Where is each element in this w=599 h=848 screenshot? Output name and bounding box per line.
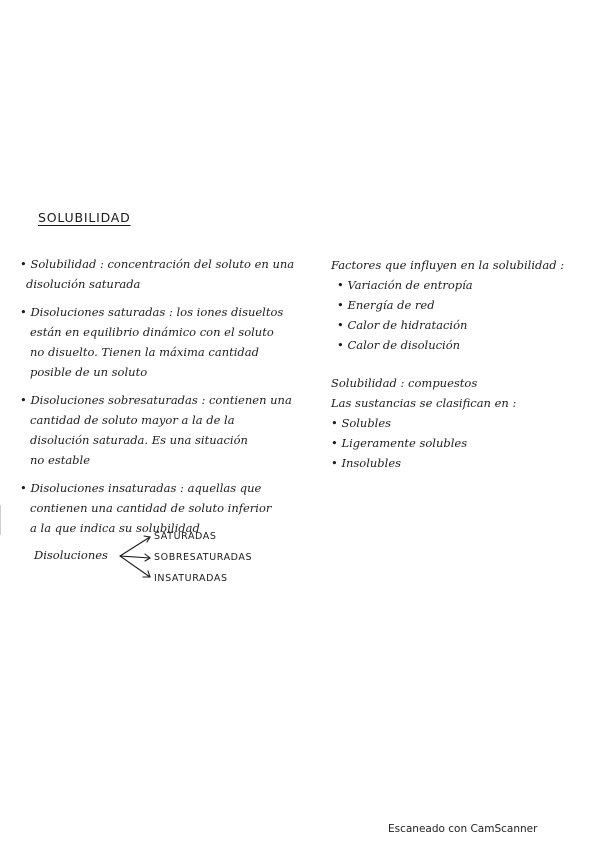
- compounds-heading: Solubilidad : compuestos: [331, 376, 478, 390]
- definition-line: a la que indica su solubilidad: [30, 521, 200, 535]
- class-item: • Insolubles: [331, 456, 402, 470]
- diagram-branch-saturadas: SATURADAS: [154, 531, 217, 542]
- factor-item: • Calor de disolución: [337, 338, 461, 352]
- scanner-watermark: Escaneado con CamScanner: [388, 823, 538, 835]
- definition-line: no disuelto. Tienen la máxima cantidad: [30, 345, 260, 359]
- scan-edge-mark: [0, 505, 1, 535]
- definition-line: contienen una cantidad de soluto inferior: [30, 501, 272, 515]
- classify-line: Las sustancias se clasifican en :: [331, 396, 517, 410]
- definition-sobresaturadas: [20, 390, 320, 470]
- factor-item: • Variación de entropía: [337, 278, 473, 292]
- diagram-branch-insaturadas: INSATURADAS: [154, 573, 228, 584]
- page-title: SOLUBILIDAD: [38, 210, 131, 225]
- definitions-column: [20, 254, 320, 546]
- class-item: • Solubles: [331, 416, 392, 430]
- definition-line: disolución saturada: [26, 277, 141, 291]
- definition-line: • Solubilidad : concentración del soluto en una: [20, 257, 295, 271]
- definition-line: • Disoluciones saturadas : los iones disueltos: [20, 305, 284, 319]
- definition-solubilidad: [20, 254, 320, 294]
- definition-line: posible de un soluto: [30, 365, 148, 379]
- definition-line: están en equilibrio dinámico con el soluto: [30, 325, 274, 339]
- diagram-branch-sobresaturadas: SOBRESATURADAS: [154, 552, 253, 563]
- factors-column: [331, 255, 591, 473]
- definition-line: disolución saturada. Es una situación: [30, 433, 248, 447]
- definition-saturadas: [20, 302, 320, 382]
- definition-line: • Disoluciones sobresaturadas : contienen una: [20, 393, 292, 407]
- factor-item: • Calor de hidratación: [337, 318, 468, 332]
- definition-line: • Disoluciones insaturadas : aquellas que: [20, 481, 262, 495]
- diagram-root-label: Disoluciones: [34, 548, 108, 562]
- factors-heading: Factores que influyen en la solubilidad :: [331, 258, 565, 272]
- definition-line: no estable: [30, 453, 91, 467]
- definition-line: cantidad de soluto mayor a la de la: [30, 413, 235, 427]
- class-item: • Ligeramente solubles: [331, 436, 468, 450]
- disoluciones-diagram: [34, 528, 294, 592]
- factor-item: • Energía de red: [337, 298, 435, 312]
- branch-arrows-icon: [118, 528, 158, 592]
